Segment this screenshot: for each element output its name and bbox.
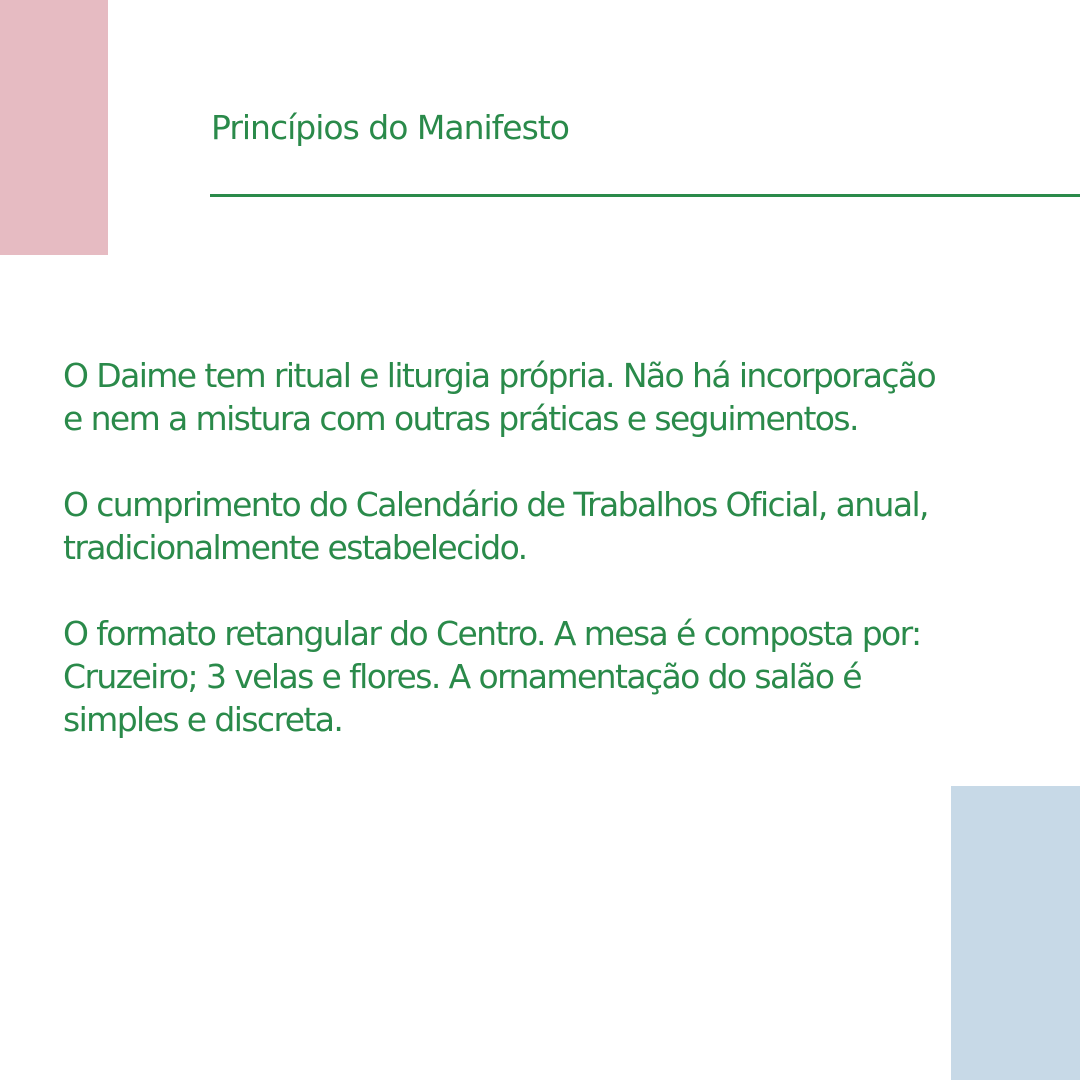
principle-paragraph: O Daime tem ritual e liturgia própria. Não há incorporação e nem a mistura com outras práticas e seguimentos.: [63, 356, 936, 438]
pink-accent-block: [0, 0, 108, 255]
blue-accent-block: [951, 786, 1080, 1080]
principle-paragraph: O cumprimento do Calendário de Trabalhos Oficial, anual, tradicionalmente estabelecido.: [63, 485, 928, 567]
title-divider: [210, 194, 1080, 197]
principle-paragraph: O formato retangular do Centro. A mesa é composta por: Cruzeiro; 3 velas e flores. A ornamentação do salão é simples e discreta.: [63, 614, 921, 739]
page-title: Princípios do Manifesto: [211, 108, 569, 147]
manifesto-principles: [63, 354, 943, 741]
